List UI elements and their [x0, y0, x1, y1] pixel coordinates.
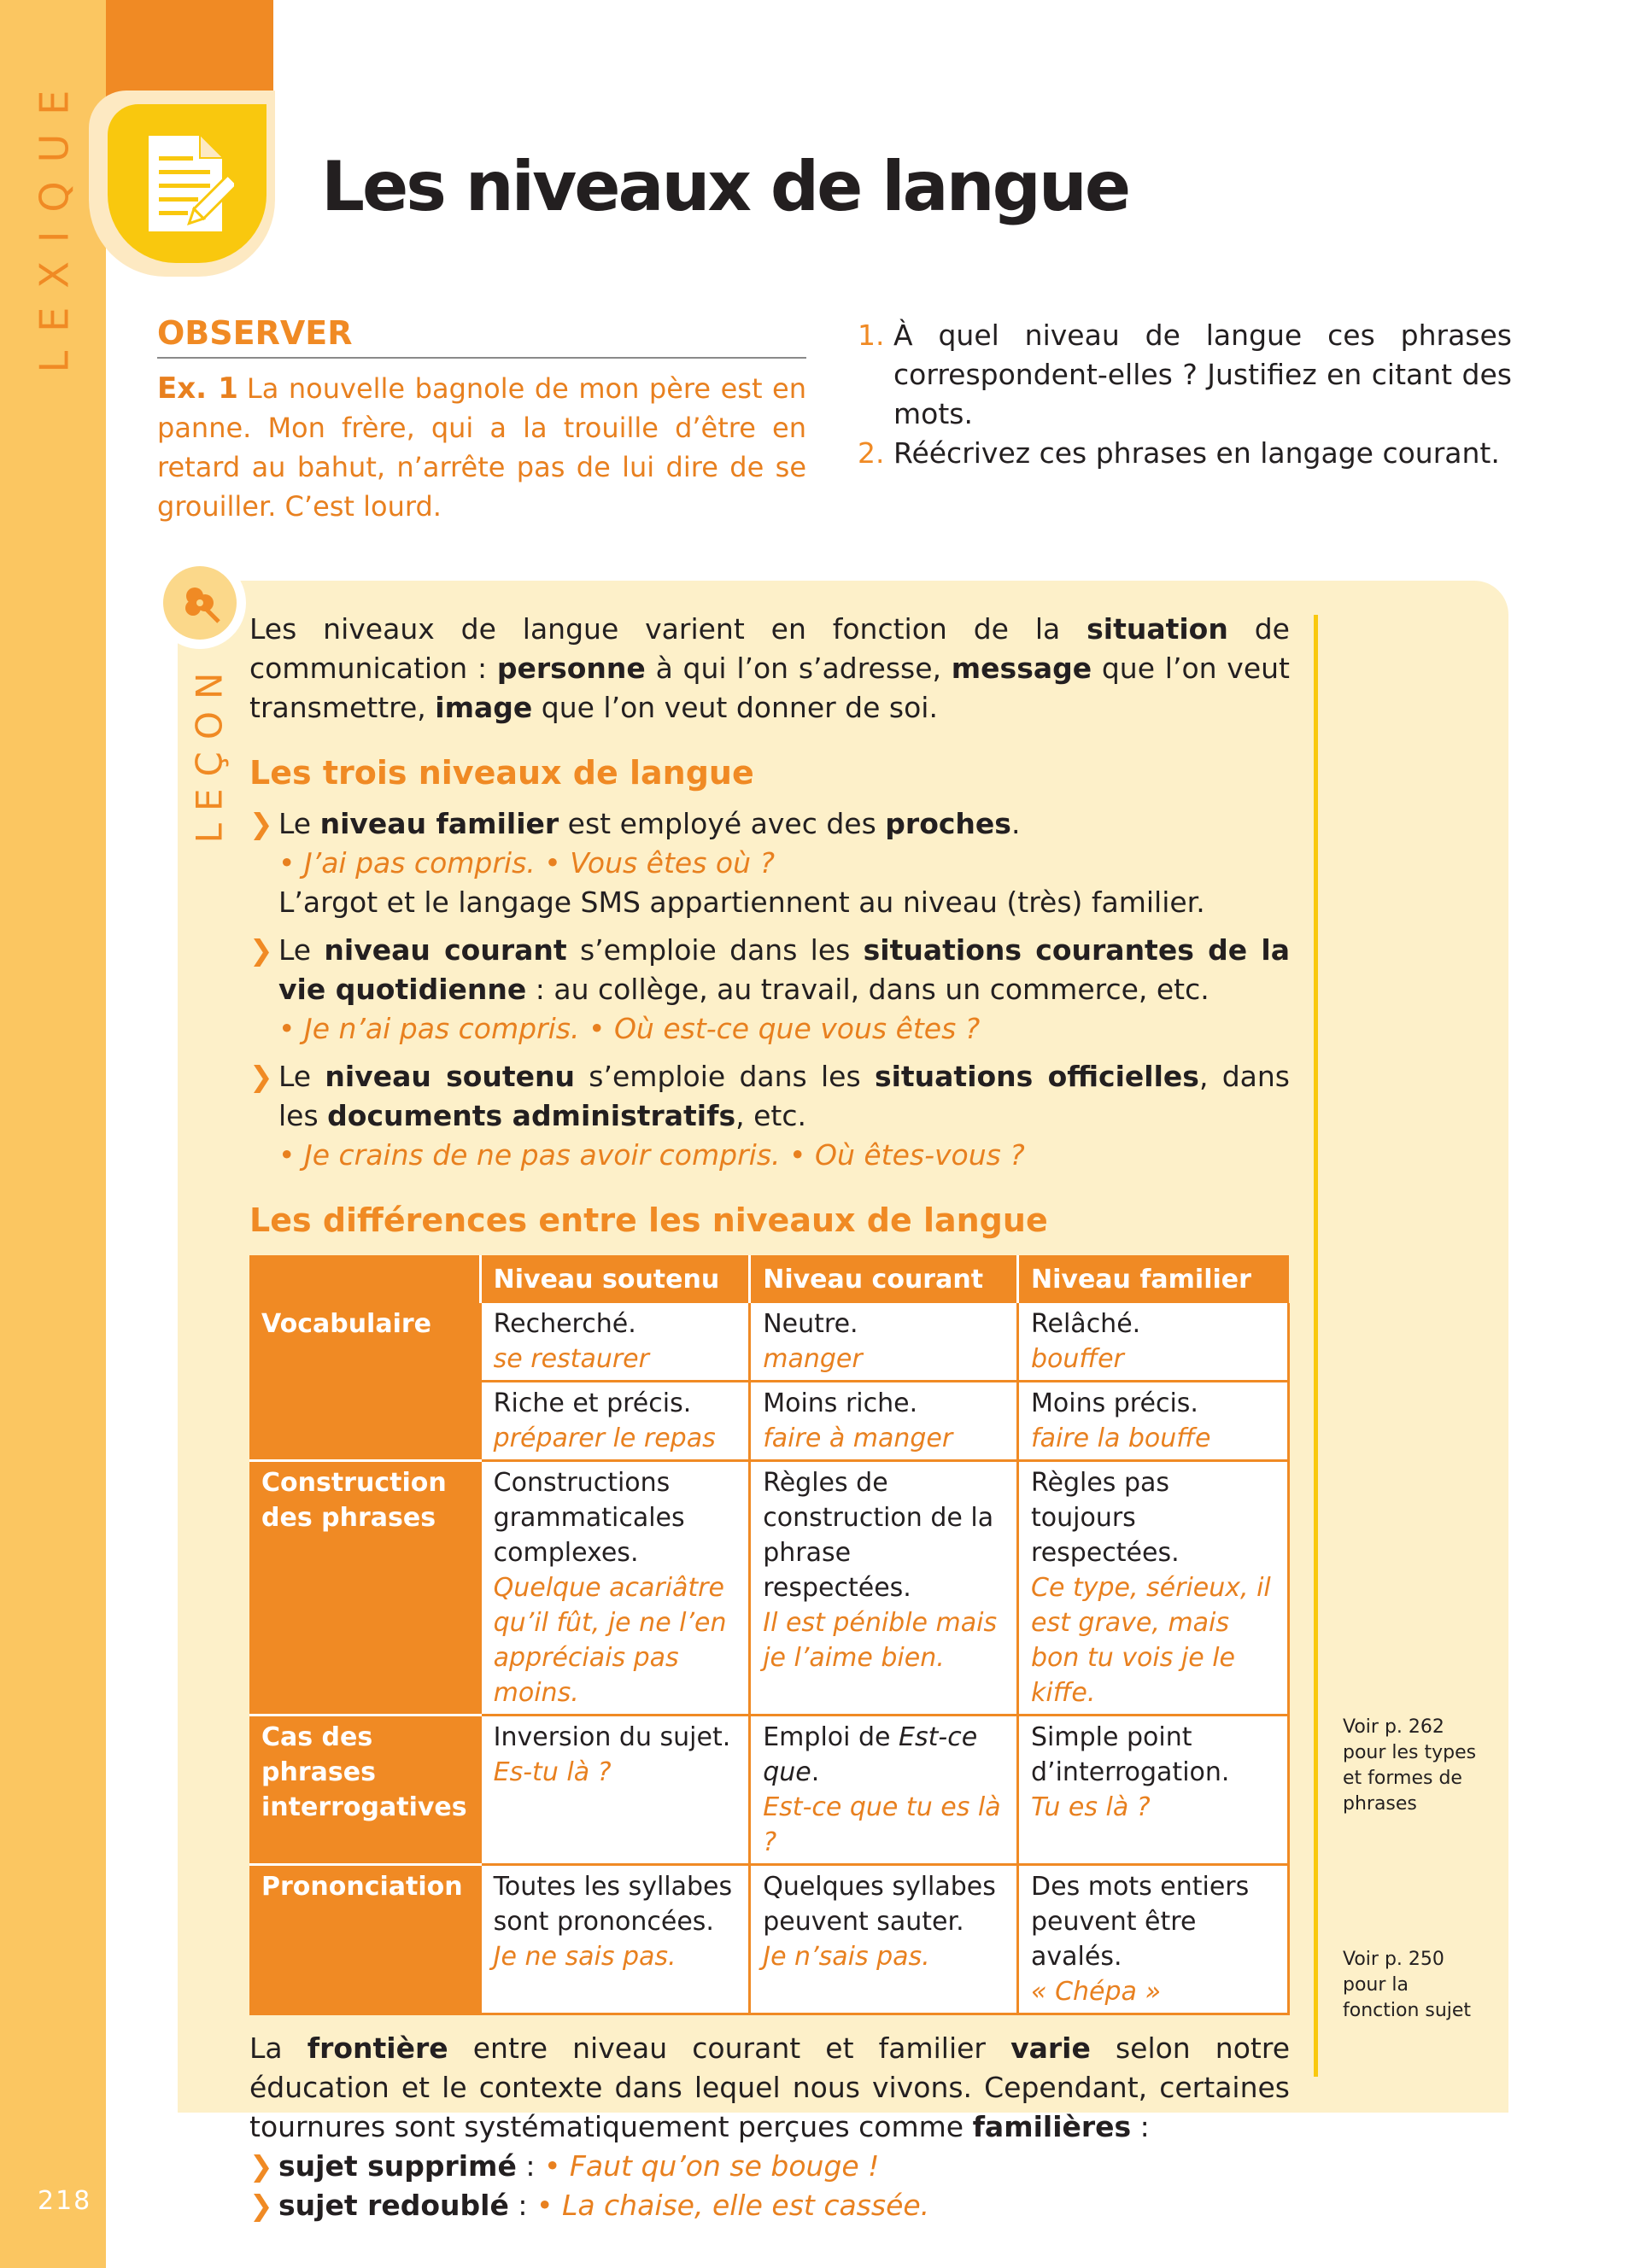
levels-table	[249, 1255, 1290, 2015]
table-row	[249, 1865, 1289, 2014]
section-heading-differences: Les différences entre les niveaux de langue	[249, 1201, 1048, 1239]
table-header-row	[249, 1255, 1289, 1303]
table-cell: Recherché. se restaurer	[480, 1303, 750, 1382]
chevron-icon: ❯	[249, 2149, 273, 2183]
row-header: Vocabulaire	[249, 1303, 480, 1461]
question-text: Réécrivez ces phrases en langage courant.	[893, 436, 1500, 470]
row-header: Construction des phrases	[249, 1461, 480, 1716]
example-text: Où êtes-vous ?	[814, 1138, 1025, 1172]
question-item	[858, 434, 1512, 473]
table-cell: Moins riche. faire à manger	[750, 1382, 1018, 1461]
side-note-fonction-sujet: Voir p. 250 pour la fonction sujet	[1343, 1949, 1472, 2021]
example-text: Je crains de ne pas avoir compris.	[303, 1138, 781, 1172]
table-cell: Riche et précis. préparer le repas	[480, 1382, 750, 1461]
page-title: Les niveaux de langue	[321, 147, 1129, 226]
bullet-sujet-redouble: ❯ sujet redoublé : • La chaise, elle est cassée.	[249, 2186, 1290, 2225]
page-number: 218	[38, 2186, 92, 2216]
chevron-icon: ❯	[249, 1060, 273, 1093]
flower-quill-icon	[163, 566, 237, 640]
bullet-familier: ❯ Le niveau familier est employé avec des proches. • J’ai pas compris. • Vous êtes où ? L’argot et le langage SMS appartiennent au niveau (très) familier.	[249, 804, 1290, 922]
question-number: 1.	[858, 319, 885, 352]
observer-heading: OBSERVER	[157, 314, 806, 359]
table-corner	[249, 1255, 480, 1303]
header-accent-bar	[106, 0, 273, 102]
table-row	[249, 1303, 1289, 1382]
lesson-icon-ring	[154, 557, 246, 649]
row-header: Prononciation	[249, 1865, 480, 2014]
table-cell: Quelques syllabes peuvent sauter. Je n’sais pas.	[750, 1865, 1018, 2014]
lesson-content	[249, 610, 1290, 2225]
exercise-text: La nouvelle bagnole de mon père est en panne. Mon frère, qui a la trouille d’être en retard au bahut, n’arrête pas de lui dire de se grouiller. C’est lourd.	[157, 372, 806, 523]
bullet-soutenu: ❯ Le niveau soutenu s’emploie dans les situations officielles, dans les documents administratifs, etc. • Je crains de ne pas avoir compris. • Où êtes-vous ?	[249, 1057, 1290, 1175]
example-text: Vous êtes où ?	[570, 846, 775, 880]
table-cell: Constructions grammaticales complexes. Quelque acariâtre qu’il fût, je ne l’en appréciais pas moins.	[480, 1461, 750, 1716]
margin-rule	[1314, 615, 1318, 2077]
chevron-icon: ❯	[249, 933, 273, 967]
lesson-intro: Les niveaux de langue varient en fonction de la situation de communication : personne à qui l’on s’adresse, message que l’on veut transmettre, image que l’on veut donner de soi.	[249, 612, 1290, 724]
exercise-label: Ex. 1	[157, 371, 238, 406]
row-header: Cas des phrases interrogatives	[249, 1716, 480, 1865]
example-text: J’ai pas compris.	[303, 846, 536, 880]
example-text: Où est-ce que vous êtes ?	[613, 1012, 981, 1045]
table-cell: Simple point d’interrogation. Tu es là ?	[1018, 1716, 1289, 1865]
section-heading-trois-niveaux: Les trois niveaux de langue	[249, 754, 754, 792]
table-cell: Inversion du sujet. Es-tu là ?	[480, 1716, 750, 1865]
lesson-label: LEÇON	[188, 660, 231, 843]
chevron-icon: ❯	[249, 2189, 273, 2222]
table-cell: Des mots entiers peuvent être avalés. « Chépa »	[1018, 1865, 1289, 2014]
table-row	[249, 1461, 1289, 1716]
question-text: À quel niveau de langue ces phrases correspondent-elles ? Justifiez en citant des mots.	[893, 319, 1512, 430]
table-row	[249, 1716, 1289, 1865]
column-header: Niveau soutenu	[480, 1255, 750, 1303]
example-text: La chaise, elle est cassée.	[561, 2189, 930, 2222]
observer-text	[157, 369, 806, 526]
column-header: Niveau familier	[1018, 1255, 1289, 1303]
table-cell: Règles de construction de la phrase respectées. Il est pénible mais je l’aime bien.	[750, 1461, 1018, 1716]
table-cell: Relâché. bouffer	[1018, 1303, 1289, 1382]
table-cell: Neutre. manger	[750, 1303, 1018, 1382]
table-cell: Règles pas toujours respectées. Ce type, sérieux, il est grave, mais bon tu vois je le kiffe.	[1018, 1461, 1289, 1716]
side-note-types-phrases: Voir p. 262 pour les types et formes de phrases	[1343, 1716, 1477, 1815]
chevron-icon: ❯	[249, 807, 273, 840]
question-number: 2.	[858, 436, 885, 470]
table-cell: Emploi de Est-ce que. Est-ce que tu es là ?	[750, 1716, 1018, 1865]
section-label: LEXIQUE	[31, 71, 77, 373]
example-text: Faut qu’on se bouge !	[569, 2149, 880, 2183]
bullet-courant: ❯ Le niveau courant s’emploie dans les situations courantes de la vie quotidienne : au collège, au travail, dans un commerce, etc. • Je n’ai pas compris. • Où est-ce que vous êtes ?	[249, 931, 1290, 1049]
conclusion-paragraph: La frontière entre niveau courant et familier varie selon notre éducation et le contexte dans lequel nous vivons. Cependant, certaines tournures sont systématiquement perçues comme familières :	[249, 2031, 1290, 2143]
column-header: Niveau courant	[750, 1255, 1018, 1303]
document-pencil-icon	[108, 104, 266, 263]
example-text: Je n’ai pas compris.	[303, 1012, 580, 1045]
bullet-sujet-supprime: ❯ sujet supprimé : • Faut qu’on se bouge !	[249, 2147, 1290, 2186]
questions-list	[858, 316, 1512, 473]
question-item	[858, 316, 1512, 434]
table-cell: Moins précis. faire la bouffe	[1018, 1382, 1289, 1461]
familier-note: L’argot et le langage SMS appartiennent au niveau (très) familier.	[278, 886, 1205, 919]
table-cell: Toutes les syllabes sont prononcées. Je ne sais pas.	[480, 1865, 750, 2014]
